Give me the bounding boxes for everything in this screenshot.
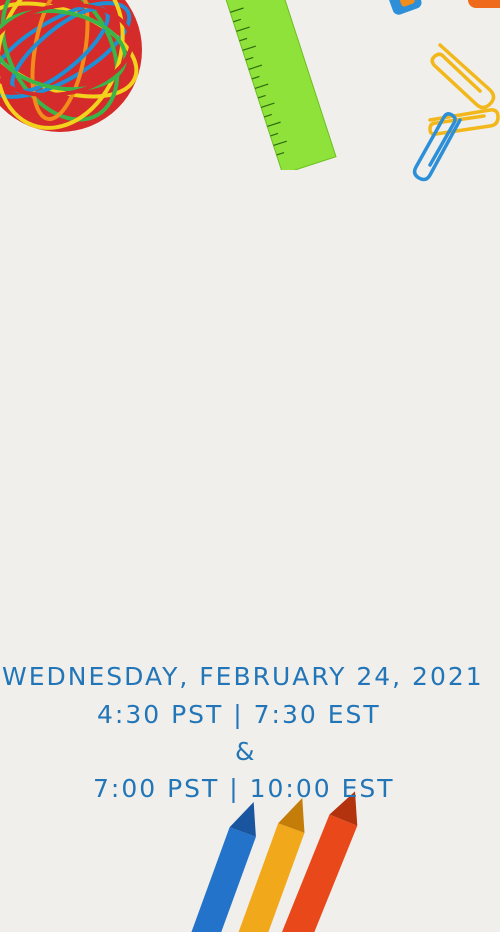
paper-clips-image bbox=[400, 35, 500, 185]
rubber-band-ball-image bbox=[0, 0, 150, 140]
event-date-text: WEDNESDAY, FEBRUARY 24, 2021 bbox=[2, 662, 484, 691]
ampersand-text: & bbox=[235, 737, 257, 766]
colored-pencils-image bbox=[180, 790, 360, 932]
event-time-1-text: 4:30 PST | 7:30 EST bbox=[97, 700, 381, 729]
event-time-2-text: 7:00 PST | 10:00 EST bbox=[93, 774, 395, 803]
ruler-image bbox=[200, 0, 360, 170]
highlighter-image bbox=[380, 0, 500, 30]
